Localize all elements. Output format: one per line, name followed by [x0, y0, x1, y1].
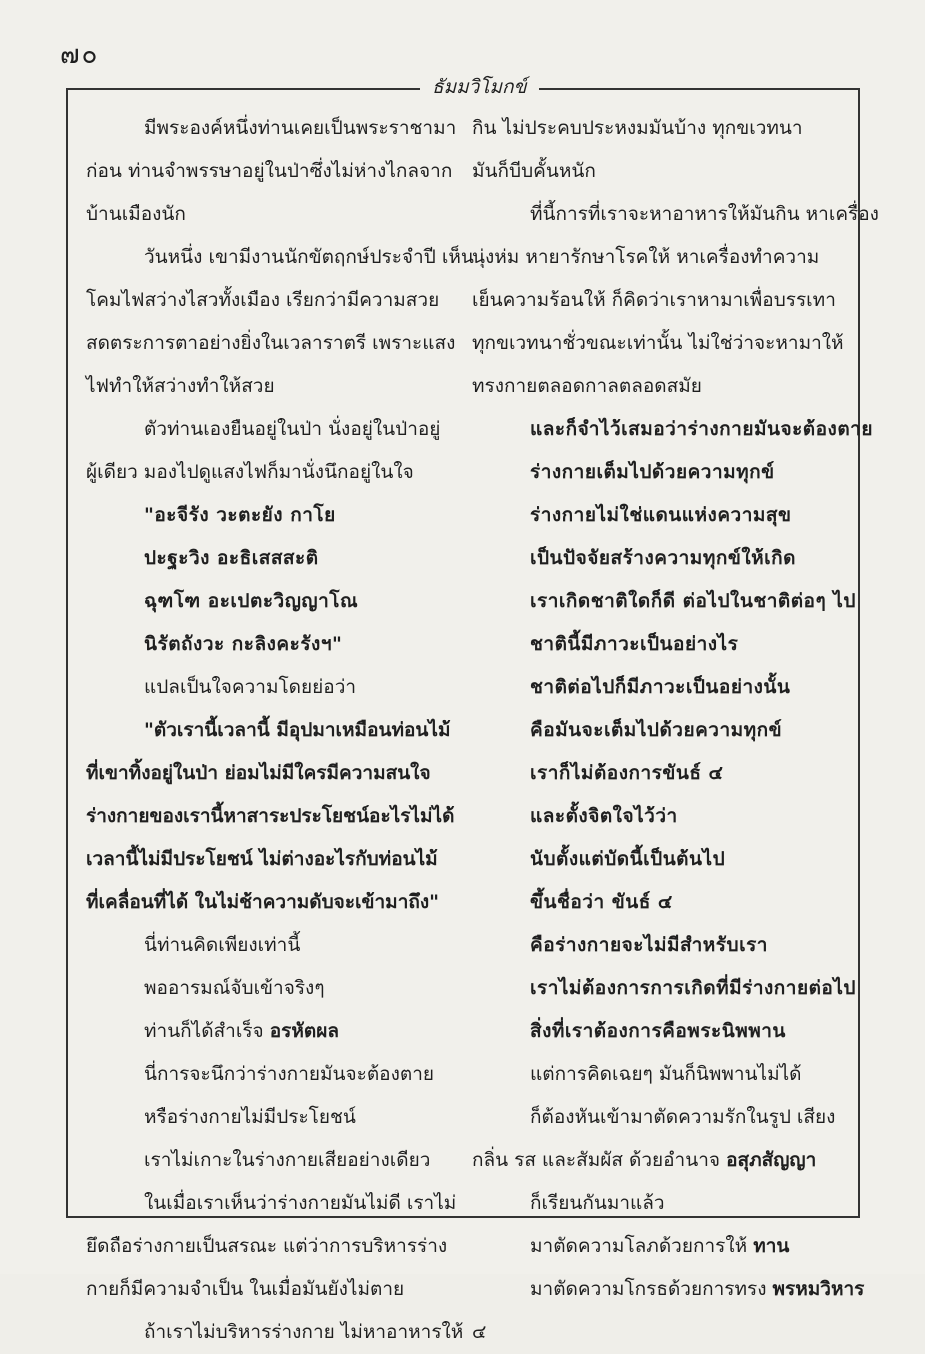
text-line: แต่การคิดเฉยๆ มันก็นิพพานไม่ได้ — [530, 1063, 802, 1085]
verse-line: ร่างกายเต็มไปด้วยความทุกข์ — [530, 461, 775, 483]
text-line: ๔ — [472, 1321, 487, 1343]
emphasis-term: ทาน — [753, 1235, 790, 1257]
text-line: แปลเป็นใจความโดยย่อว่า — [144, 676, 357, 698]
verse-line: นิรัตถังวะ กะลิงคะรังฯ" — [144, 633, 343, 655]
emphasis-term: อสุภสัญญา — [726, 1149, 817, 1171]
text-line: ถ้าเราไม่บริหารร่างกาย ไม่หาอาหารให้ — [144, 1321, 464, 1343]
quote-line: "ตัวเรานี้เวลานี้ มีอุปมาเหมือนท่อนไม้ — [144, 719, 451, 741]
text-line: ในเมื่อเราเห็นว่าร่างกายมันไม่ดี เราไม่ — [144, 1192, 457, 1214]
text-span: ท่านก็ได้สำเร็จ — [144, 1020, 270, 1042]
quote-line: ที่เขาทิ้งอยู่ในป่า ย่อมไม่มีใครมีความสนใจ — [86, 762, 431, 784]
text-line — [86, 1010, 446, 1053]
verse-line: เราก็ไม่ต้องการขันธ์ ๔ — [530, 762, 724, 784]
verse-line: นับตั้งแต่บัดนี้เป็นต้นไป — [530, 848, 726, 870]
text-line: นี่ท่านคิดเพียงเท่านี้ — [144, 934, 301, 956]
text-line: ตัวท่านเองยืนอยู่ในป่า นั่งอยู่ในป่าอยู่ — [144, 418, 441, 440]
verse-line: เราเกิดชาติใดก็ดี ต่อไปในชาติต่อๆ ไป — [530, 590, 856, 612]
text-line: ไฟทำให้สว่างทำให้สวย — [86, 375, 275, 397]
verse-line: ปะฐะวิง อะธิเสสสะติ — [144, 547, 319, 569]
right-column — [472, 107, 879, 1354]
verse-line: และก็จำไว้เสมอว่าร่างกายมันจะต้องตาย — [530, 418, 873, 440]
verse-line: ขึ้นชื่อว่า ขันธ์ ๔ — [530, 891, 673, 913]
text-line: มีพระองค์หนึ่งท่านเคยเป็นพระราชามา — [144, 117, 457, 139]
verse-line: "อะจีรัง วะตะยัง กาโย — [144, 504, 336, 526]
text-line: บ้านเมืองนัก — [86, 203, 186, 225]
text-line: กิน ไม่ประคบประหงมมันบ้าง ทุกขเวทนา — [472, 117, 803, 139]
text-line — [472, 1139, 842, 1182]
text-line: โคมไฟสว่างไสวทั้งเมือง เรียกว่ามีความสวย — [86, 289, 440, 311]
text-line: หรือร่างกายไม่มีประโยชน์ — [144, 1106, 356, 1128]
text-line: มันก็บีบคั้นหนัก — [472, 160, 596, 182]
text-line: ทรงกายตลอดกาลตลอดสมัย — [472, 375, 702, 397]
text-line: ทุกขเวทนาชั่วขณะเท่านั้น ไม่ใช่ว่าจะหามาให้ — [472, 332, 844, 354]
text-span: กลิ่น รส และสัมผัส ด้วยอำนาจ — [472, 1149, 727, 1171]
text-line: ก่อน ท่านจำพรรษาอยู่ในป่าซึ่งไม่ห่างไกลจาก — [86, 160, 453, 182]
emphasis-term: พรหมวิหาร — [772, 1278, 865, 1300]
verse-line: ฉุฑโฑ อะเปตะวิญญาโณ — [144, 590, 359, 612]
verse-line: เราไม่ต้องการการเกิดที่มีร่างกายต่อไป — [530, 977, 856, 999]
verse-line: ชาติต่อไปก็มีภาวะเป็นอย่างนั้น — [530, 676, 791, 698]
text-line: ก็ต้องหันเข้ามาตัดความรักในรูป เสียง — [530, 1106, 836, 1128]
text-line: สดตระการตาอย่างยิ่งในเวลาราตรี เพราะแสง — [86, 332, 456, 354]
text-line: เย็นความร้อนให้ ก็คิดว่าเราหามาเพื่อบรรเทา — [472, 289, 836, 311]
text-span: มาตัดความโกรธด้วยการทรง — [530, 1278, 773, 1300]
text-line: พออารมณ์จับเข้าจริงๆ — [144, 977, 325, 999]
left-column — [86, 107, 474, 1354]
verse-line: คือร่างกายจะไม่มีสำหรับเรา — [530, 934, 768, 956]
text-line: ก็เรียนกันมาแล้ว — [530, 1192, 665, 1214]
text-line: กายก็มีความจำเป็น ในเมื่อมันยังไม่ตาย — [86, 1278, 405, 1300]
text-line: นุ่งห่ม หายารักษาโรคให้ หาเครื่องทำความ — [472, 246, 820, 268]
text-line — [472, 1225, 842, 1268]
text-line: ยึดถือร่างกายเป็นสรณะ แต่ว่าการบริหารร่าง — [86, 1235, 448, 1257]
text-line: ผู้เดียว มองไปดูแสงไฟก็มานั่งนึกอยู่ในใจ — [86, 461, 414, 483]
emphasis-term: อรหัตผล — [269, 1020, 339, 1042]
verse-line: สิ่งที่เราต้องการคือพระนิพพาน — [530, 1020, 786, 1042]
verse-line: ชาตินี้มีภาวะเป็นอย่างไร — [530, 633, 739, 655]
running-title: ธัมมวิโมกข์ — [420, 72, 539, 102]
verse-line: และตั้งจิตใจไว้ว่า — [530, 805, 678, 827]
page-number: ๗๐ — [60, 40, 100, 70]
text-line: ที่นี้การที่เราจะหาอาหารให้มันกิน หาเครื่อง — [530, 203, 879, 225]
text-line — [472, 1268, 865, 1311]
text-span: มาตัดความโลภด้วยการให้ — [530, 1235, 754, 1257]
quote-line: ร่างกายของเรานี้หาสาระประโยชน์อะไรไม่ได้ — [86, 805, 455, 827]
text-line: วันหนึ่ง เขามีงานนักขัตฤกษ์ประจำปี เห็น — [144, 246, 474, 268]
verse-line: เป็นปัจจัยสร้างความทุกข์ให้เกิด — [530, 547, 796, 569]
text-line: นี่การจะนึกว่าร่างกายมันจะต้องตาย — [144, 1063, 435, 1085]
quote-line: เวลานี้ไม่มีประโยชน์ ไม่ต่างอะไรกับท่อนไม้ — [86, 848, 438, 870]
quote-line: ที่เคลื่อนที่ได้ ในไม่ช้าความดับจะเข้ามาถึง" — [86, 891, 440, 913]
text-line: เราไม่เกาะในร่างกายเสียอย่างเดียว — [144, 1149, 431, 1171]
verse-line: ร่างกายไม่ใช่แดนแห่งความสุข — [530, 504, 792, 526]
verse-line: คือมันจะเต็มไปด้วยความทุกข์ — [530, 719, 783, 741]
